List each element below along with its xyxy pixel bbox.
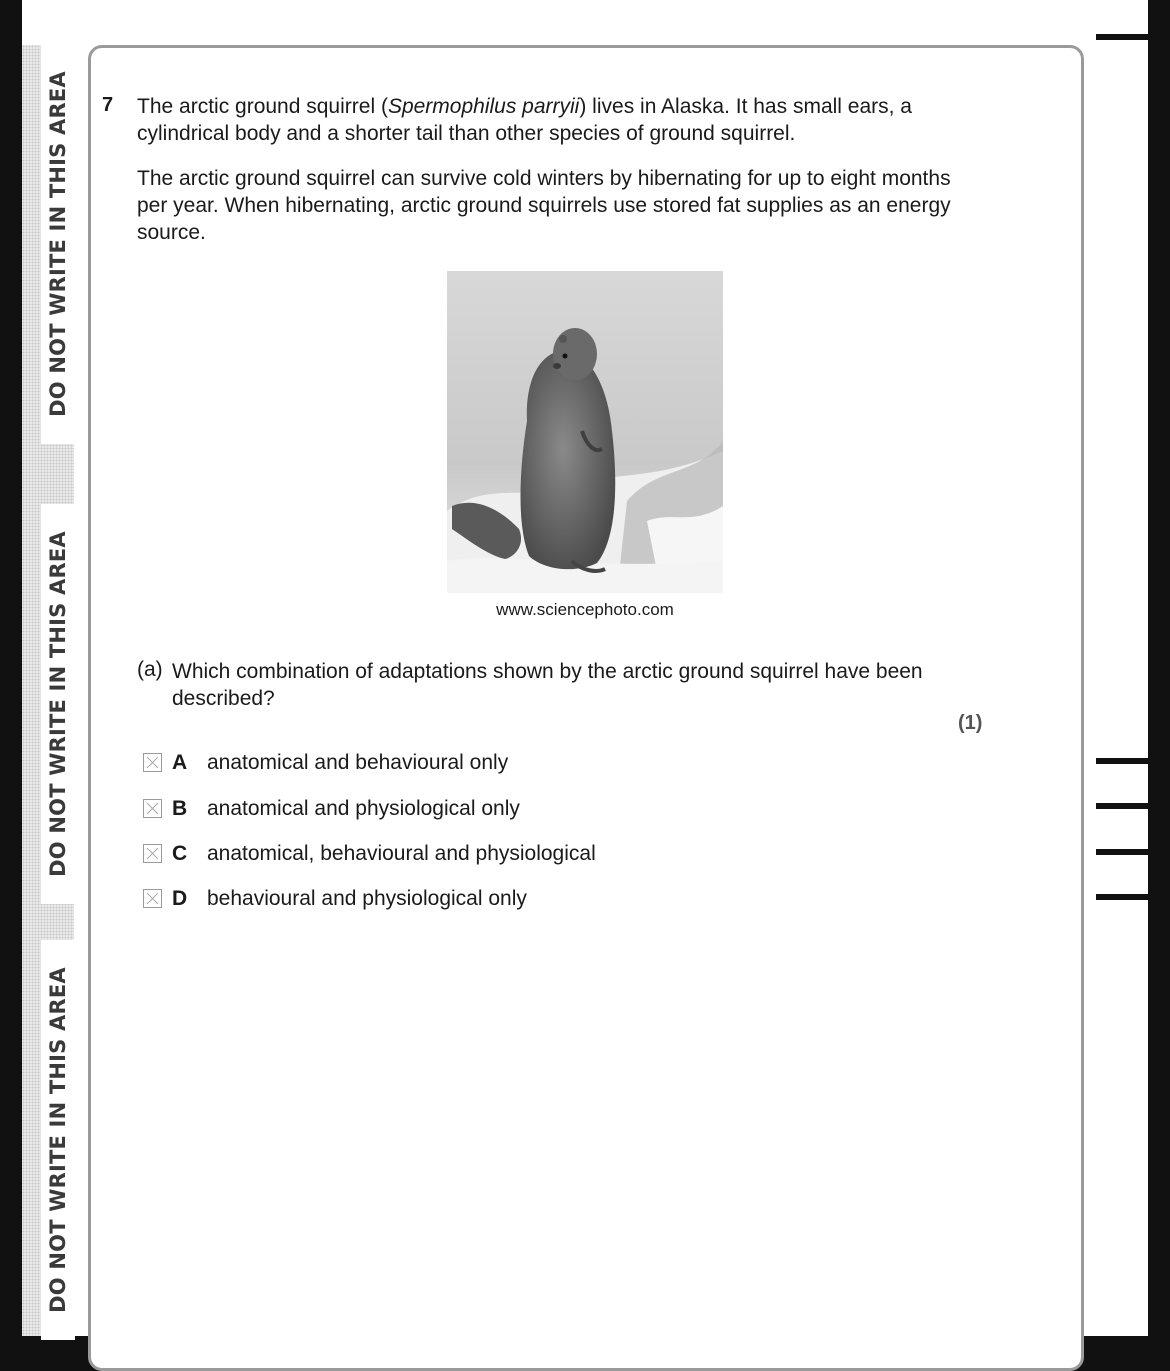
question-paragraph-2: The arctic ground squirrel can survive cold winters by hibernating for up to eight months per year. When hibernating, arctic ground squirrels use stored fat supplies as an energy source. bbox=[137, 167, 951, 244]
answer-tick-d bbox=[1096, 894, 1148, 900]
squirrel-photo bbox=[447, 271, 723, 593]
margin-notice-1: DO NOT WRITE IN THIS AREA bbox=[41, 44, 75, 444]
option-text: anatomical and physiological only bbox=[207, 797, 520, 820]
answer-tick-a bbox=[1096, 758, 1148, 764]
checkbox-icon[interactable] bbox=[143, 799, 162, 818]
option-text: anatomical, behavioural and physiological bbox=[207, 842, 596, 865]
option-text: behavioural and physiological only bbox=[207, 887, 527, 910]
species-name: Spermophilus parryii bbox=[387, 95, 580, 118]
checkbox-icon[interactable] bbox=[143, 889, 162, 908]
option-letter: D bbox=[172, 887, 188, 910]
part-a-question: Which combination of adaptations shown by the arctic ground squirrel have been described? bbox=[172, 660, 923, 710]
option-letter: C bbox=[172, 842, 188, 865]
part-a-label: (a) bbox=[137, 658, 163, 681]
margin-notice-3: DO NOT WRITE IN THIS AREA bbox=[41, 940, 75, 1340]
marks-indicator: (1) bbox=[958, 712, 983, 734]
checkbox-icon[interactable] bbox=[143, 753, 162, 772]
question-intro: The arctic ground squirrel (Spermophilus parryii) lives in Alaska. It has small ears, a cylindrical body and a shorter tail than other species of ground squirrel. bbox=[137, 95, 912, 145]
option-letter: B bbox=[172, 797, 188, 820]
question-number: 7 bbox=[102, 94, 114, 116]
answer-tick-b bbox=[1096, 803, 1148, 809]
margin-notice-2: DO NOT WRITE IN THIS AREA bbox=[41, 504, 75, 904]
margin-tick bbox=[1096, 34, 1148, 40]
photo-credit: www.sciencephoto.com bbox=[496, 600, 674, 619]
checkbox-icon[interactable] bbox=[143, 844, 162, 863]
answer-tick-c bbox=[1096, 849, 1148, 855]
option-text: anatomical and behavioural only bbox=[207, 751, 509, 774]
option-letter: A bbox=[172, 751, 188, 774]
